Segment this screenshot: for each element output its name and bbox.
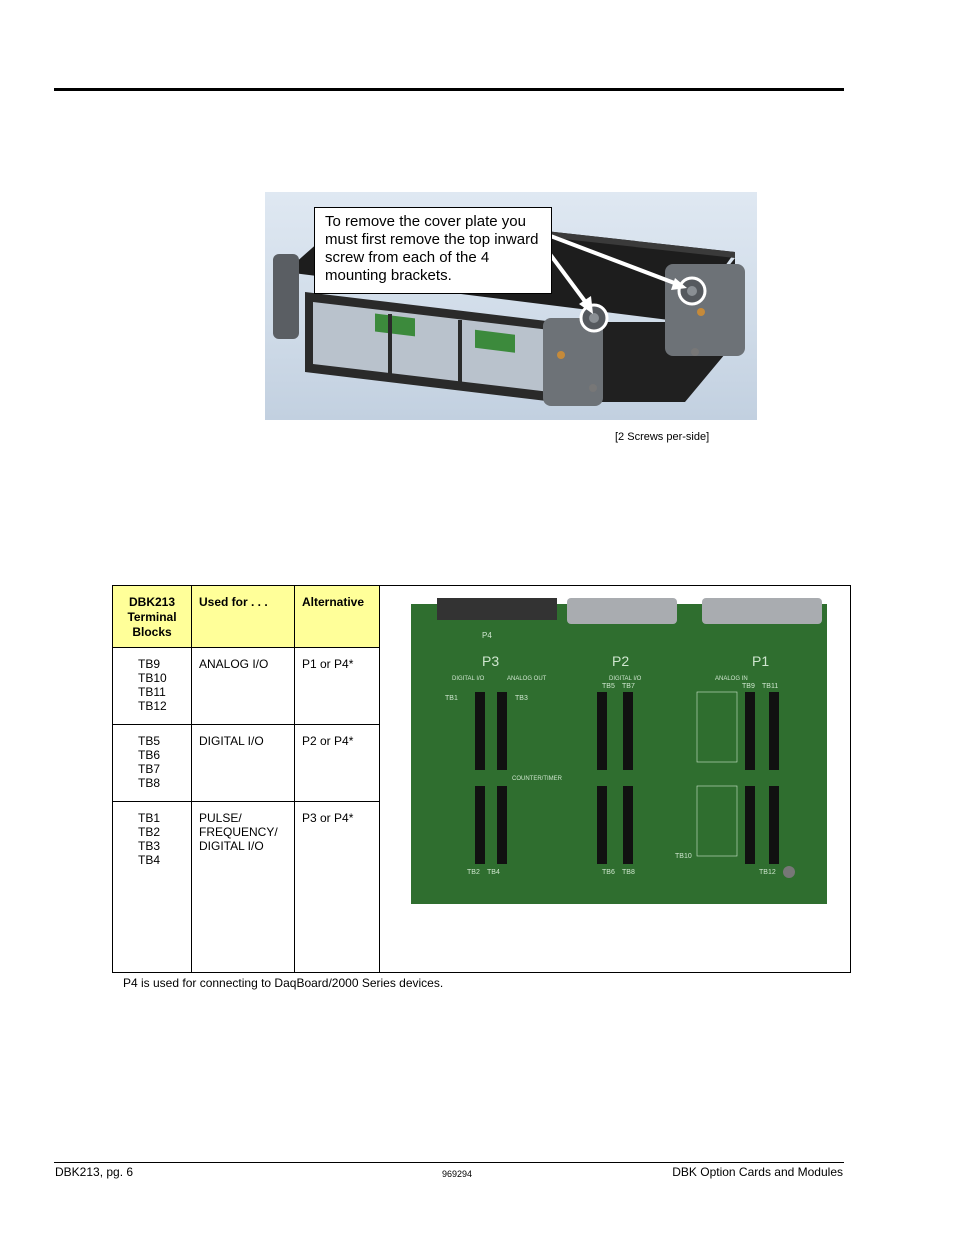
section-label-digital-io-mid: DIGITAL I/O	[609, 676, 642, 682]
header-alternative: Alternative	[295, 586, 380, 648]
header-used-for: Used for . . .	[192, 586, 295, 648]
tb-label: TB4	[487, 869, 500, 876]
connector-label-p3: P3	[482, 653, 500, 669]
row-blocks: TB9 TB10 TB11 TB12	[138, 657, 167, 713]
tb-label: TB9	[742, 683, 755, 690]
footer-page-label: DBK213, pg. 6	[55, 1165, 134, 1179]
cover-removal-callout: To remove the cover plate you must first remove the top inward screw from each of the 4 mounting brackets.	[314, 207, 552, 294]
row-blocks: TB1 TB2 TB3 TB4	[138, 811, 161, 867]
connector-label-p1: P1	[752, 653, 770, 669]
tb-label: TB5	[602, 683, 615, 690]
figure-caption: [2 Screws per-side]	[615, 431, 710, 443]
table-row	[113, 648, 380, 725]
row-used-for: ANALOG I/O	[199, 657, 269, 671]
section-label-analog-in: ANALOG IN	[715, 676, 748, 682]
row-alternative: P3 or P4*	[302, 811, 354, 825]
footer-manual-title: DBK Option Cards and Modules	[672, 1165, 843, 1179]
table-row	[113, 725, 380, 802]
tb-label: TB10	[675, 853, 692, 860]
tb-label: TB3	[515, 695, 528, 702]
footnote: P4 is used for connecting to DaqBoard/2000 Series devices.	[123, 976, 444, 990]
row-used-for: DIGITAL I/O	[199, 734, 264, 748]
header-terminal-blocks: DBK213 Terminal Blocks	[113, 586, 192, 648]
connector-label-p4: P4	[482, 631, 492, 640]
tb-label: TB7	[622, 683, 635, 690]
dbk213-board-photo	[397, 590, 841, 904]
table-row	[113, 802, 380, 973]
connector-label-p2: P2	[612, 653, 630, 669]
section-label-analog-out: ANALOG OUT	[507, 676, 547, 682]
tb-label: TB12	[759, 869, 776, 876]
board-illustration	[397, 590, 841, 904]
row-used-for: PULSE/ FREQUENCY/ DIGITAL I/O	[199, 811, 278, 853]
terminal-block-table	[112, 585, 380, 973]
tb-label: TB6	[602, 869, 615, 876]
tb-label: TB2	[467, 869, 480, 876]
row-alternative: P1 or P4*	[302, 657, 354, 671]
tb-label: TB11	[762, 683, 779, 690]
header-rule	[54, 88, 844, 91]
footer-rule	[54, 1162, 844, 1163]
footer-doc-number: 969294	[442, 1169, 473, 1179]
section-label-digital-io-left: DIGITAL I/O	[452, 676, 485, 682]
row-blocks: TB5 TB6 TB7 TB8	[138, 734, 161, 790]
row-alternative: P2 or P4*	[302, 734, 354, 748]
section-label-counter-timer: COUNTER/TIMER	[512, 776, 562, 782]
tb-label: TB8	[622, 869, 635, 876]
tb-label: TB1	[445, 695, 458, 702]
